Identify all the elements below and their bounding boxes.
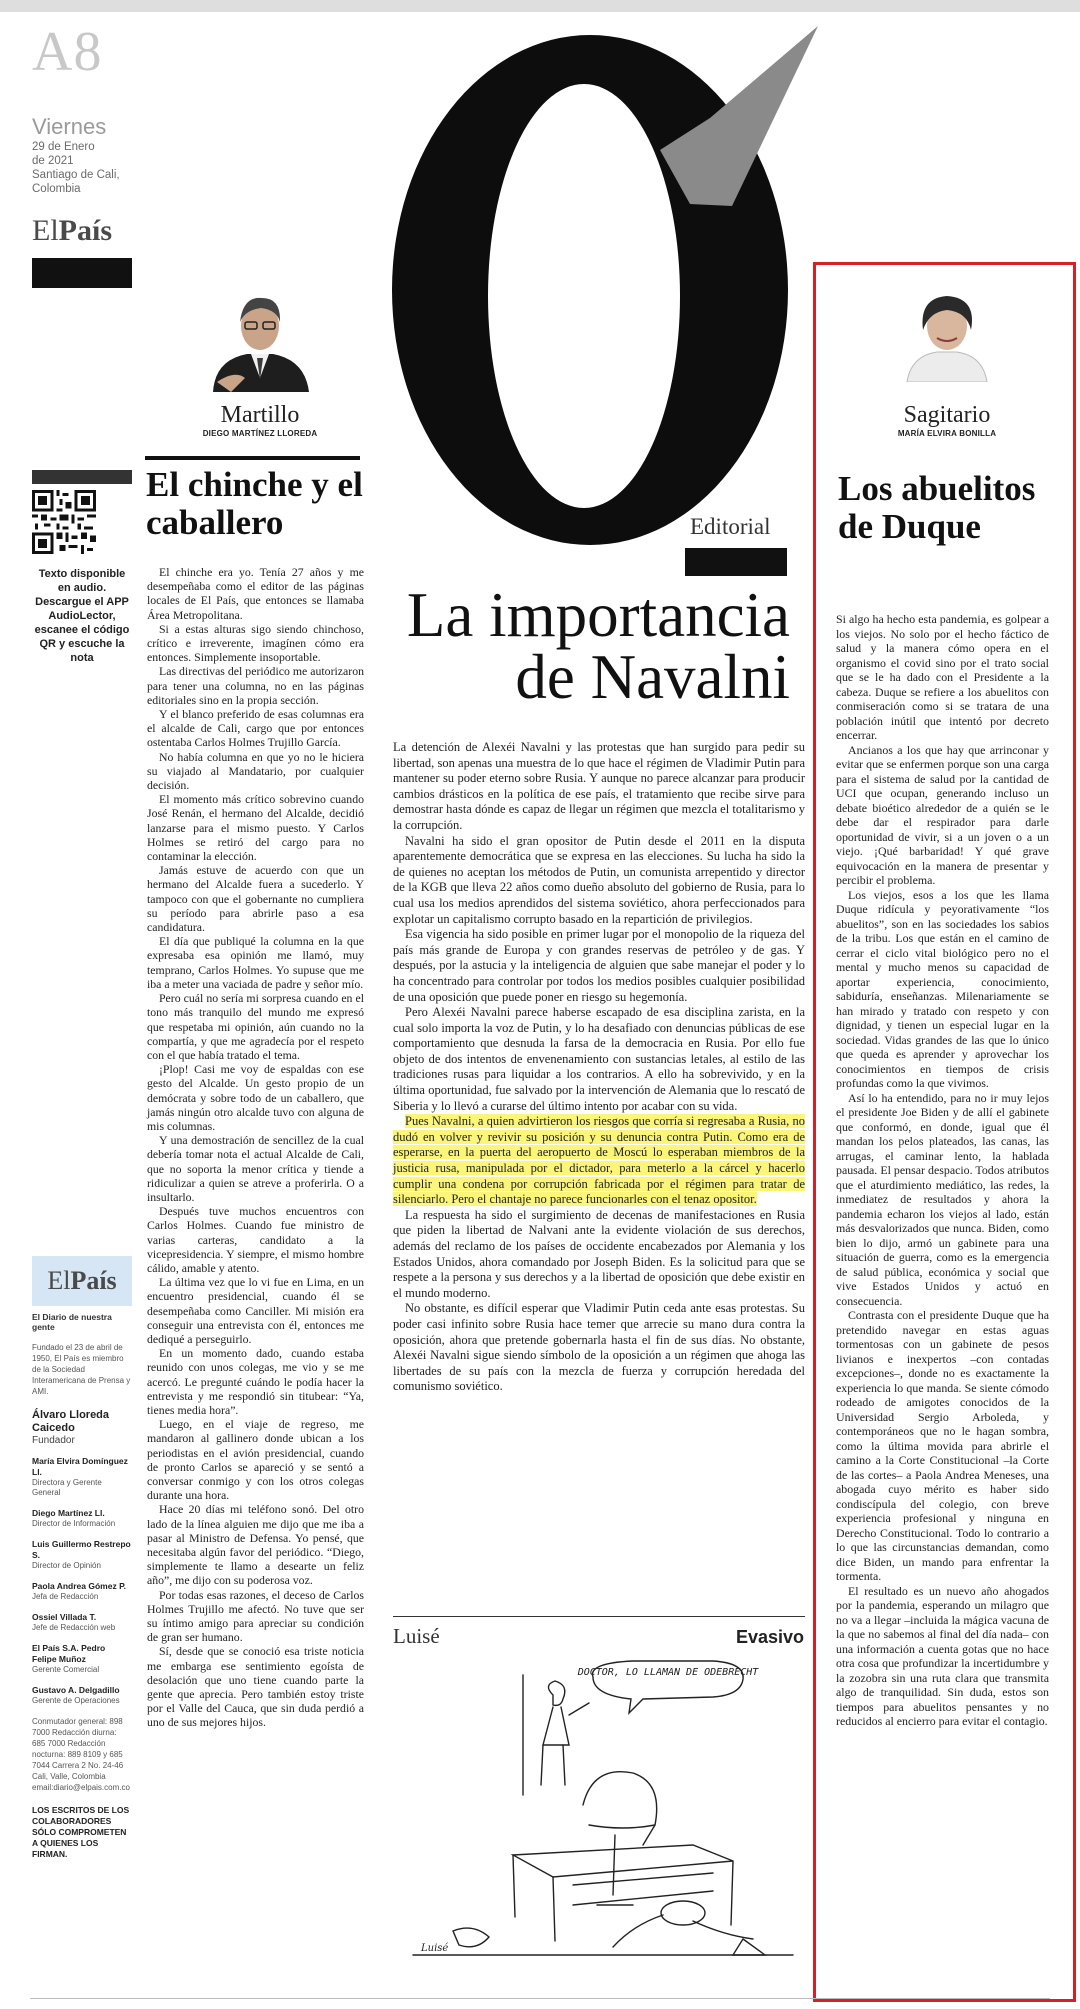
column-name: Sagitario — [903, 402, 991, 428]
staff-role: Gerente de Operaciones — [32, 1696, 120, 1705]
article-paragraph: Luego, en el viaje de regreso, me mandaron al gallinero donde ubican a los periodistas en el avión presidencial, cuando de pronto Carlos se apareció y se sentó a conversar conmigo y con los otros colegas durante una hora. — [147, 1417, 364, 1503]
article-paragraph: Pero cuál no sería mi sorpresa cuando en el tono más tranquilo del mundo me expresó que respetaba mi opinión, aún cuando no la compartía, y que me agradecía por el respeto con el que había tratado el tema. — [147, 991, 364, 1062]
page-sidebar — [32, 21, 136, 288]
editorial-black-bar — [685, 548, 787, 576]
article-paragraph: No obstante, es difícil esperar que Vladimir Putin ceda ante esas protestas. Su poder casi infinito sobre Rusia hace temer que arrecie su mano dura contra la oposición, ahora que pretende gobernarla hasta el fin de sus días. No obstante, Alexéi Navalni sigue siendo símbolo de la oposición a un régimen que ahoga las libertades de su país con la mezcla de fuerza y corrupción heredada del comunismo soviético. — [393, 1301, 805, 1394]
author-photo-sagitario — [893, 286, 1001, 382]
article-paragraph: Navalni ha sido el gran opositor de Putin desde el 2011 en la disputa aparentemente democrática que se expresa en las elecciones. Su lucha ha sido la de quienes no aceptan los métodos de Putin, un comunista arrepentido y director de la KGB que lleva 22 años como dueño absoluto del gobierno de Rusia, para lo cual usa los medios aprendidos del sistema soviético, ahora perfeccionados para explotar un capitalismo corrupto basado en la repartición de privilegios. — [393, 833, 805, 926]
masthead-contact: Conmutador general: 898 7000 Redacción diurna: 685 7000 Redacción nocturna: 889 8109 y 685 7044 Carrera 2 No. 24-46 Cali, Valle, Colombia email:diario@elpais.com.co — [32, 1717, 130, 1792]
date-line: de 2021 — [32, 155, 74, 167]
cartoon-title: Evasivo — [735, 1627, 804, 1647]
staff-role: Jefe de Redacción web — [32, 1623, 116, 1632]
article-paragraph: No había columna en que yo no le hiciera su viajado al Mandatario, por cualquier decisión. — [147, 749, 364, 793]
masthead-disclaimer: LOS ESCRITOS DE LOS COLABORADORES SÓLO COMPROMETEN A QUIENES LOS FIRMAN. — [32, 1805, 130, 1859]
column-headline: Los abuelitos de Duque — [838, 469, 1036, 546]
article-paragraph: Jamás estuve de acuerdo con que un hermano del Alcalde fuera a sucederlo. Y tampoco con que el gobernante no cumpliera su período para abrirle paso a esa candidatura. — [147, 863, 364, 935]
editorial-label: Editorial — [690, 514, 771, 539]
staff-name: Gustavo A. Delgadillo — [32, 1685, 120, 1695]
article-paragraph: Y una demostración de sencillez de la cual debería tomar nota el actual Alcalde de Cali, que no soporta la menor crítica y tiende a ridiculizar a quien se atreve a proferirla. O a insultarlo. — [147, 1133, 364, 1204]
masthead-founding: Fundado el 23 de abril de 1950, El País es miembro de la Sociedad Interamericana de Prensa y AMI. — [32, 1343, 131, 1396]
article-paragraph: Contrasta con el presidente Duque que ha pretendido navegar en estas aguas tormentosas con un gabinete de pesos livianos e inexpertos –con contadas excepciones–, donde no es exactamente la experiencia lo que manda. Se siente cómodo rodeado de amigotes conocidos de la Universidad Sergio Arboleda, y contemporáneos que no le hagan sombra, como la última movida para abrirle el camino a la Corte Constitucional –la Corte de las cortes– a Paola Andrea Meneses, una abogada cuyo mérito es haber sido condiscípula del colegio, con breve experiencia profesional y ninguna en Derecho Constitucional. Todo lo contrario a lo que las circunstancias demandan, como dice Biden, un mando para enfrentar la tormenta. — [836, 1308, 1049, 1583]
article-paragraph: Sí, desde que se conoció esa triste noticia me embarga ese sentimiento egoísta de desolación que uno tiene cuando parte la gente que aprecia. Pero también estoy triste por el Valle del Cauca, que sin duda perdió a uno de sus mejores hijos. — [147, 1644, 364, 1730]
masthead-tagline: El Diario de nuestra gente — [32, 1312, 112, 1332]
article-paragraph: Por todas esas razones, el deceso de Carlos Holmes Trujillo me afectó. No tuve que ser su íntimo amigo para apreciar su condición de gran ser humano. — [147, 1587, 364, 1645]
staff-role: Director de Información — [32, 1519, 116, 1528]
column-divider — [145, 456, 360, 460]
cartoonist-signature: Luisé — [421, 1943, 449, 1954]
cartoon-drawing — [393, 1655, 805, 1965]
article-paragraph: Pero Alexéi Navalni parece haberse escapado de esa disciplina zarista, en la cual solo importa la voz de Putin, y lo ha desafiado con denuncias públicas de ese comportamiento que desnuda la farsa de la democracia en Rusia. Por ello fue objeto de dos intentos de envenenamiento con sustancias letales, al estilo de las tradiciones rusas para liquidar a los contrarios. A ello ha sobrevivido, y en la última oportunidad, fue salvado por la intervención de Alemania que lo rescató de Siberia y lo llevó a curarse del último intento por acabar con su vida. — [393, 1005, 805, 1113]
page-number: A8 — [32, 21, 103, 83]
article-paragraph: Así lo ha entendido, para no ir muy lejos el presidente Joe Biden y de allí el gabinete que conformó, en donde, igual que él mandan los pelos plateados, las canas, las arrugas, el caminar lento, la hablada pausada. El pensar despacio. Todos atributos que el aturdimiento mediático, las redes, la inmediatez de resultados y ahora la pandemia echaron los viejos al lado, están más desvalorizados que nunca. Biden, como bien lo dijo, armó un gabinete para una situación de guerra, como es la emergencia de salud pública, económica y social que vive Estados Unidos y actuó en consecuencia. — [836, 1090, 1049, 1308]
article-paragraph: Esa vigencia ha sido posible en primer lugar por el monopolio de la riqueza del país más grande de Europa y con grandes reservas de petróleo y de gas. Y después, por la astucia y la inteligencia de alguien que sabe manejar el poder y lo ha concentrado para controlar por todos los medios posibles cualquier posibilidad de una oposición que puede poner en riesgo su hegemonía. — [393, 927, 805, 1004]
article-paragraph: En un momento dado, cuando estaba reunido con unos colegas, me vio y se me acercó. Le pregunté cuándo le podía hacer la entrevista y me respondió sin titubear: “Ya, tienes media hora”. — [147, 1346, 364, 1417]
date-line: 29 de Enero — [32, 141, 95, 153]
cartoonist-name: Luisé — [393, 1624, 440, 1648]
editorial-body — [393, 740, 805, 1395]
article-paragraph: Hace 20 días mi teléfono sonó. Del otro lado de la línea alguien me dijo que me iba a pasar al Ministro de Defensa. Yo pensé, que necesitaba algún favor del periódico. “Diego, simplemente te llamo a desearte un feliz año”, me dijo con su poderosa voz. — [147, 1502, 364, 1588]
cartoon-rule — [393, 1616, 805, 1617]
brand-logo: ElPaís — [32, 214, 113, 247]
speech-bubble-text: DOCTOR, LO LLAMAN DE ODEBRECHT — [577, 1667, 759, 1678]
highlighted-paragraph — [393, 1114, 805, 1208]
bottom-rule — [30, 1998, 1050, 1999]
article-paragraph: Las directivas del periódico me autorizaron para tener una columna, no en las páginas editoriales sino en la propia sección. — [147, 664, 364, 707]
article-paragraph: Los viejos, esos a los que les llama Duque ridícula y peyorativamente “los abuelitos”, son en las sociedades los sabios de la tribu. Los que están en el camino de cerrar el ciclo vital biológico pero no el mental y mucho menos su capacidad de aportar experiencia, conocimiento, sabiduría, enseñanzas. Milenariamente se han mirado y tratado con respeto y con dignidad, y tienen un especial lugar en la sociedad. Vidas grandes de las que lo único que queda es aprender y aprovechar los conocimientos en tiempos de crisis profundas como la que vivimos. — [836, 887, 1049, 1090]
column-headline: El chinche y el caballero — [146, 465, 363, 542]
staff-role: Director de Opinión — [32, 1561, 101, 1570]
article-paragraph: Si algo ha hecho esta pandemia, es golpear a los viejos. No solo por el hecho fáctico de salud y la manera cómo opera en el organismo el covid sino por el trato social que se le ha dado con el Presidente a la cabeza. Duque se refiere a los abuelitos con conmiseración como si se tratara de una población inútil que intentó por decreto encerrar. — [836, 612, 1049, 742]
date-line: Santiago de Cali, — [32, 169, 120, 181]
staff-name: Diego Martínez Ll. — [32, 1508, 105, 1518]
brand-black-bar — [32, 258, 132, 288]
editorial-headline — [380, 580, 790, 712]
founder-name: Álvaro Lloreda Caicedo — [32, 1409, 110, 1434]
opinion-o-graphic — [360, 0, 820, 600]
qr-top-bar — [32, 470, 132, 484]
article-paragraph: La detención de Alexéi Navalni y las protestas que han surgido para pedir su libertad, son apenas una muestra de lo que hace el régimen de Vladimir Putin para mantener su poder eterno sobre Rusia. Y aunque no parece alcanzar para producir cambios drásticos en la política de ese país, el tratamiento que recibe sirve para demostrar hasta dónde es capaz de llegar un régimen que mezcla el totalitarismo y la corrupción. — [393, 740, 805, 832]
date-line: Colombia — [32, 183, 81, 195]
article-paragraph: Ancianos a los que hay que arrinconar y evitar que se enfermen porque son una carga para el sistema de salud por la cantidad de UCI que ocupan, generando incluso un debate bioético alrededor de a quién se le debe dar el respirador para darle oportunidad de vivir, si a un joven o a un viejo. ¡Qué barbaridad! Y qué grave equivocación en la manera de presentar y percibir el problema. — [836, 742, 1049, 887]
founder-role: Fundador — [32, 1435, 75, 1446]
article-paragraph: La última vez que lo vi fue en Lima, en un encuentro presidencial, cuando él se desempeñaba como Canciller. Mi misión era conseguir una entrevista con él, entonces me dediqué a perseguirlo. — [147, 1275, 364, 1346]
column-name: Martillo — [220, 402, 300, 428]
article-paragraph: El día que publiqué la columna en la que expresaba esa opinión me llamó, muy temprano, Carlos Holmes. Yo supuse que me iba a meter una vaciada de padre y señor mío. — [147, 934, 364, 991]
author-photo-martillo — [205, 282, 315, 392]
qr-code-icon[interactable] — [32, 490, 96, 554]
article-paragraph: Después tuve muchos encuentros con Carlos Holmes. Cuando fue ministro de varias carteras, candidato a la vicepresidencia. Y siempre, el mismo hombre cálido, amable y atento. — [147, 1204, 364, 1275]
article-paragraph: El resultado es un nuevo año ahogados por la pandemia, esperando un milagro que no va a llegar –incluida la mágica vacuna de la que no sabemos al final del día nada– con una información a cuenta gotas que no hace otra cosa que profundizar la incertidumbre y la zozobra sin una ruta clara que transmita algo de tranquilidad. Sin duda, estos son tiempos para abuelitos pensantes y no reducidos al encierro para evitar el contagio. — [836, 1583, 1049, 1728]
staff-role: Jefa de Redacción — [32, 1592, 99, 1601]
article-paragraph: La respuesta ha sido el surgimiento de decenas de manifestaciones en Rusia que piden la libertad de Nalvani ante la evidente violación de sus derechos, además del reclamo de los países de occidente encabezados por Alemania y los Estados Unidos, ahora comandado por Joseph Biden. Es la solicitud para que se respete a la persona y sus derechos y a la libertad de oposición que debe existir en el mundo moderno. — [393, 1207, 805, 1300]
column-body-right — [836, 612, 1049, 1729]
staff-name: María Elvira Domínguez Ll. — [32, 1456, 128, 1477]
staff-role: Directora y Gerente General — [32, 1478, 102, 1497]
qr-audio-block — [32, 470, 132, 665]
headline-line: de Navalni — [515, 642, 790, 712]
staff-role: Gerente Comercial — [32, 1665, 100, 1674]
column-author: DIEGO MARTÍNEZ LLOREDA — [202, 429, 318, 438]
article-paragraph: Y el blanco preferido de esas columnas era el alcalde de Cali, cargo que por entonces ostentaba Carlos Holmes Trujillo García. — [147, 707, 364, 750]
column-body-left — [147, 565, 364, 1730]
article-paragraph: ¡Plop! Casi me voy de espaldas con ese gesto del Alcalde. Un gesto propio de un demócrata y sobre todo de un caballero, que jamás ningún otro alcalde tuvo con alguna de mis columnas. — [147, 1062, 364, 1133]
masthead-logo: El País — [32, 1256, 132, 1306]
staff-name: Luis Guillermo Restrepo S. — [32, 1539, 131, 1560]
article-paragraph: El momento más crítico sobrevino cuando José Renán, el hermano del Alcalde, decidió lanzarse para el mismo puesto. Y Carlos Holmes se retiró del cargo para no contaminar la elección. — [147, 792, 364, 864]
staff-name: Paola Andrea Gómez P. — [32, 1581, 127, 1591]
highlighted-text[interactable]: Pues Navalni, a quien advirtieron los riesgos que corría si regresaba a Rusia, no dudó en volver y revivir su posición y su denuncia contra Putin. Como era de esperarse, en la puerta del aeropuerto de Moscú lo esperaban miembros de la justicia rusa, manipulada por el dictador, para meterlo a la cárcel y hacerlo cumplir una condena por corrupción fabricada por el régimen para tratar de silenciarlo. Pero el chantaje no parece funcionarles con el tenaz opositor. — [393, 1114, 805, 1207]
column-author: MARÍA ELVIRA BONILLA — [897, 429, 997, 438]
staff-name: El País S.A. Pedro Felipe Muñoz — [32, 1643, 106, 1664]
qr-caption: Texto disponible en audio. Descargue el APP AudioLector, escanee el código QR y escuche la nota — [34, 568, 130, 664]
headline-line: La importancia — [406, 580, 790, 650]
article-paragraph: Si a estas alturas sigo siendo chinchoso, crítico e irreverente, imagínen cómo era entonces. Simplemente insoportable. — [147, 621, 364, 665]
article-paragraph: El chinche era yo. Tenía 27 años y me desempeñaba como el editor de las páginas locales de El País, que entonces se llamaba Área Metropolitana. — [147, 565, 364, 622]
page-day: Viernes — [32, 114, 107, 139]
masthead — [32, 1256, 132, 1860]
staff-name: Ossiel Villada T. — [32, 1612, 97, 1622]
